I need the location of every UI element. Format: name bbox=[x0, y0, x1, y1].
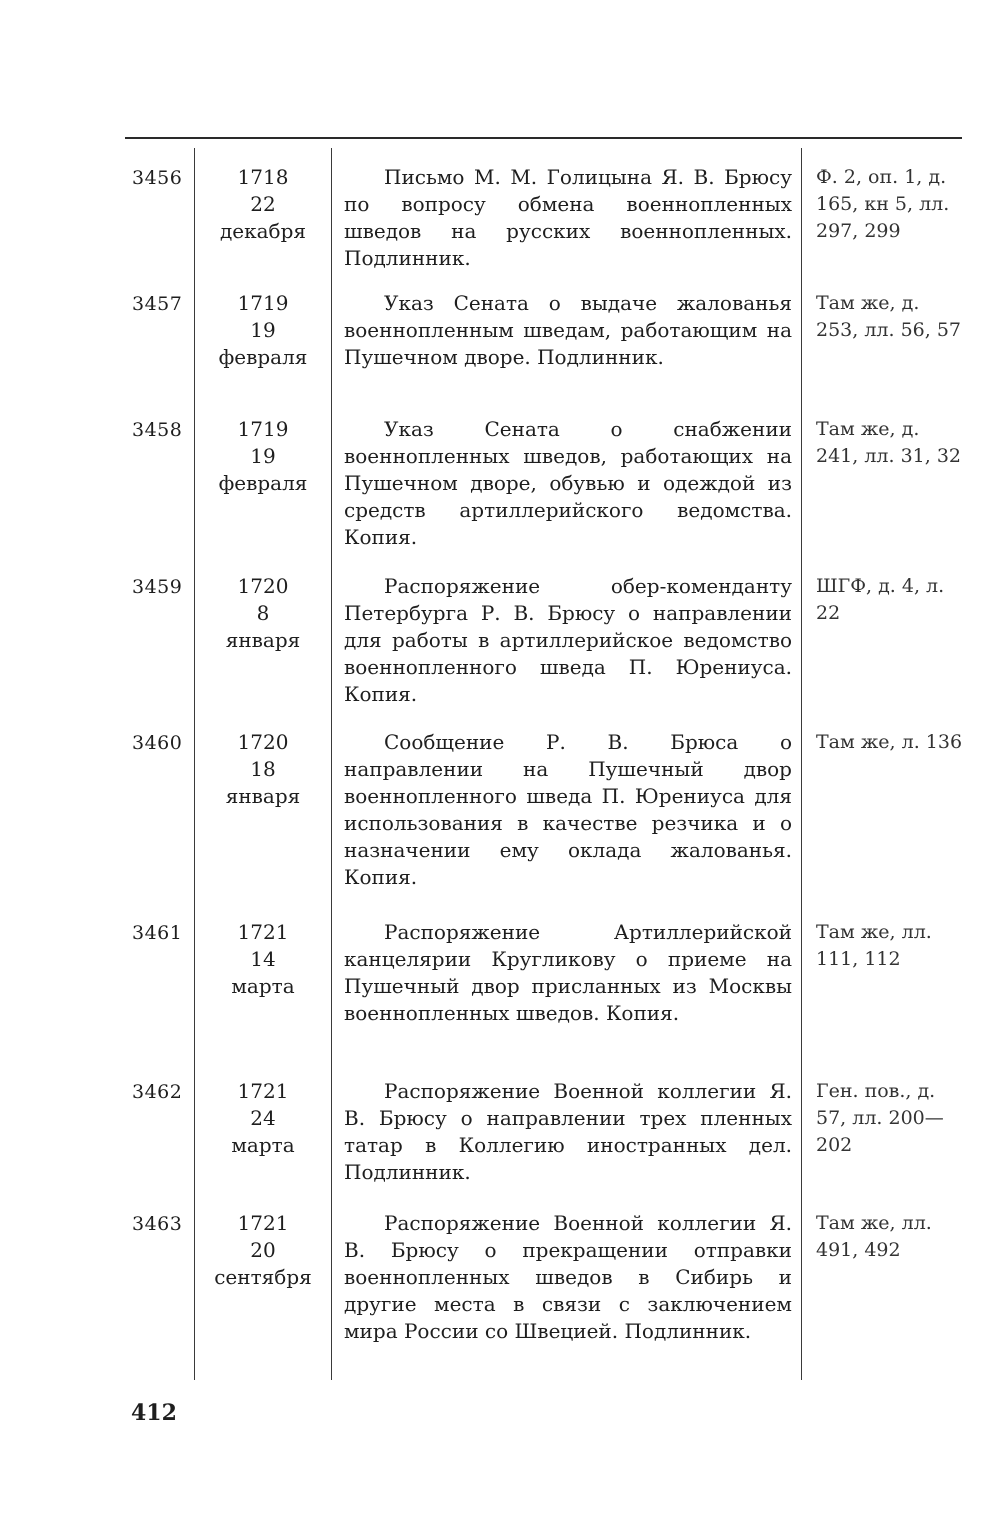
header-rule bbox=[125, 137, 962, 139]
date-month: февраля bbox=[218, 471, 308, 495]
entry-number: 3457 bbox=[132, 293, 183, 315]
date-year: 1718 bbox=[237, 165, 289, 189]
column-divider-2 bbox=[331, 148, 332, 1380]
date-year: 1720 bbox=[237, 574, 289, 598]
entry-date bbox=[196, 1210, 330, 1291]
date-day: 22 bbox=[250, 192, 276, 216]
entry-reference: Ген. пов., д. 57, лл. 200—202 bbox=[816, 1080, 944, 1156]
entry-reference: Ф. 2, оп. 1, д. 165, кн 5, лл. 297, 299 bbox=[816, 166, 950, 242]
entry-number: 3460 bbox=[132, 732, 183, 754]
entry-description: Распоряжение Военной коллегии Я. В. Брюсу о направлении трех пленных татар в Коллегию иностранных дел. Подлинник. bbox=[344, 1079, 792, 1184]
entry-date bbox=[196, 416, 330, 497]
date-month: сентября bbox=[214, 1265, 312, 1289]
entry-date bbox=[196, 729, 330, 810]
date-year: 1720 bbox=[237, 730, 289, 754]
entry-reference: Там же, д. 253, лл. 56, 57 bbox=[816, 292, 961, 341]
entry-description: Сообщение Р. В. Брюса о направлении на Пушечный двор военнопленного шведа П. Юрениуса для использования в качестве резчика и о назначении ему оклада жалованья. Копия. bbox=[344, 730, 792, 889]
entry-number: 3459 bbox=[132, 576, 183, 598]
date-day: 8 bbox=[256, 601, 270, 625]
entry-description: Распоряжение Артиллерийской канцелярии Кругликову о приеме на Пушечный двор присланных из Москвы военнопленных шведов. Копия. bbox=[344, 920, 792, 1025]
date-month: февраля bbox=[218, 345, 308, 369]
date-day: 24 bbox=[250, 1106, 276, 1130]
entry-reference: Там же, лл. 491, 492 bbox=[816, 1212, 932, 1261]
date-year: 1721 bbox=[237, 1211, 289, 1235]
entry-date bbox=[196, 573, 330, 654]
entry-date bbox=[196, 1078, 330, 1159]
date-year: 1721 bbox=[237, 920, 289, 944]
date-day: 20 bbox=[250, 1238, 276, 1262]
entry-number: 3462 bbox=[132, 1081, 183, 1103]
date-month: января bbox=[225, 628, 301, 652]
entry-description: Распоряжение Военной коллегии Я. В. Брюсу о прекращении отправки военнопленных шведов в Сибирь и другие места в связи с заключением мира России со Швецией. Подлинник. bbox=[344, 1211, 792, 1343]
entry-description: Распоряжение обер-коменданту Петербурга Р. В. Брюсу о направлении для работы в артиллерийское ведомство военнопленного шведа П. Юрениуса. Копия. bbox=[344, 574, 792, 706]
entry-reference: Там же, д. 241, лл. 31, 32 bbox=[816, 418, 961, 467]
date-year: 1719 bbox=[237, 417, 289, 441]
entry-number: 3456 bbox=[132, 167, 183, 189]
date-month: декабря bbox=[219, 219, 307, 243]
entry-reference: ШГФ, д. 4, л. 22 bbox=[816, 575, 945, 624]
entry-description: Указ Сената о снабжении военнопленных шведов, работающих на Пушечном дворе, обувью и одеждой из средств артиллерийского ведомства. Копия. bbox=[344, 417, 792, 549]
entry-number: 3463 bbox=[132, 1213, 183, 1235]
date-day: 14 bbox=[250, 947, 276, 971]
column-divider-3 bbox=[801, 148, 802, 1380]
date-day: 18 bbox=[250, 757, 276, 781]
entry-number: 3461 bbox=[132, 922, 183, 944]
entry-description: Письмо М. М. Голицына Я. В. Брюсу по вопросу обмена военнопленных шведов на русских военнопленных. Подлинник. bbox=[344, 165, 792, 270]
entry-date bbox=[196, 290, 330, 371]
entry-date bbox=[196, 919, 330, 1000]
date-month: января bbox=[225, 784, 301, 808]
entry-date bbox=[196, 164, 330, 245]
date-day: 19 bbox=[250, 318, 276, 342]
date-day: 19 bbox=[250, 444, 276, 468]
date-month: марта bbox=[231, 974, 295, 998]
entry-reference: Там же, л. 136 bbox=[816, 731, 963, 753]
date-year: 1721 bbox=[237, 1079, 289, 1103]
column-divider-1 bbox=[194, 148, 195, 1380]
date-year: 1719 bbox=[237, 291, 289, 315]
entry-description: Указ Сената о выдаче жалованья военнопленным шведам, работающим на Пушечном дворе. Подлинник. bbox=[344, 291, 792, 369]
page-number: 412 bbox=[131, 1400, 177, 1426]
entry-number: 3458 bbox=[132, 419, 183, 441]
entry-reference: Там же, лл. 111, 112 bbox=[816, 921, 932, 970]
date-month: марта bbox=[231, 1133, 295, 1157]
